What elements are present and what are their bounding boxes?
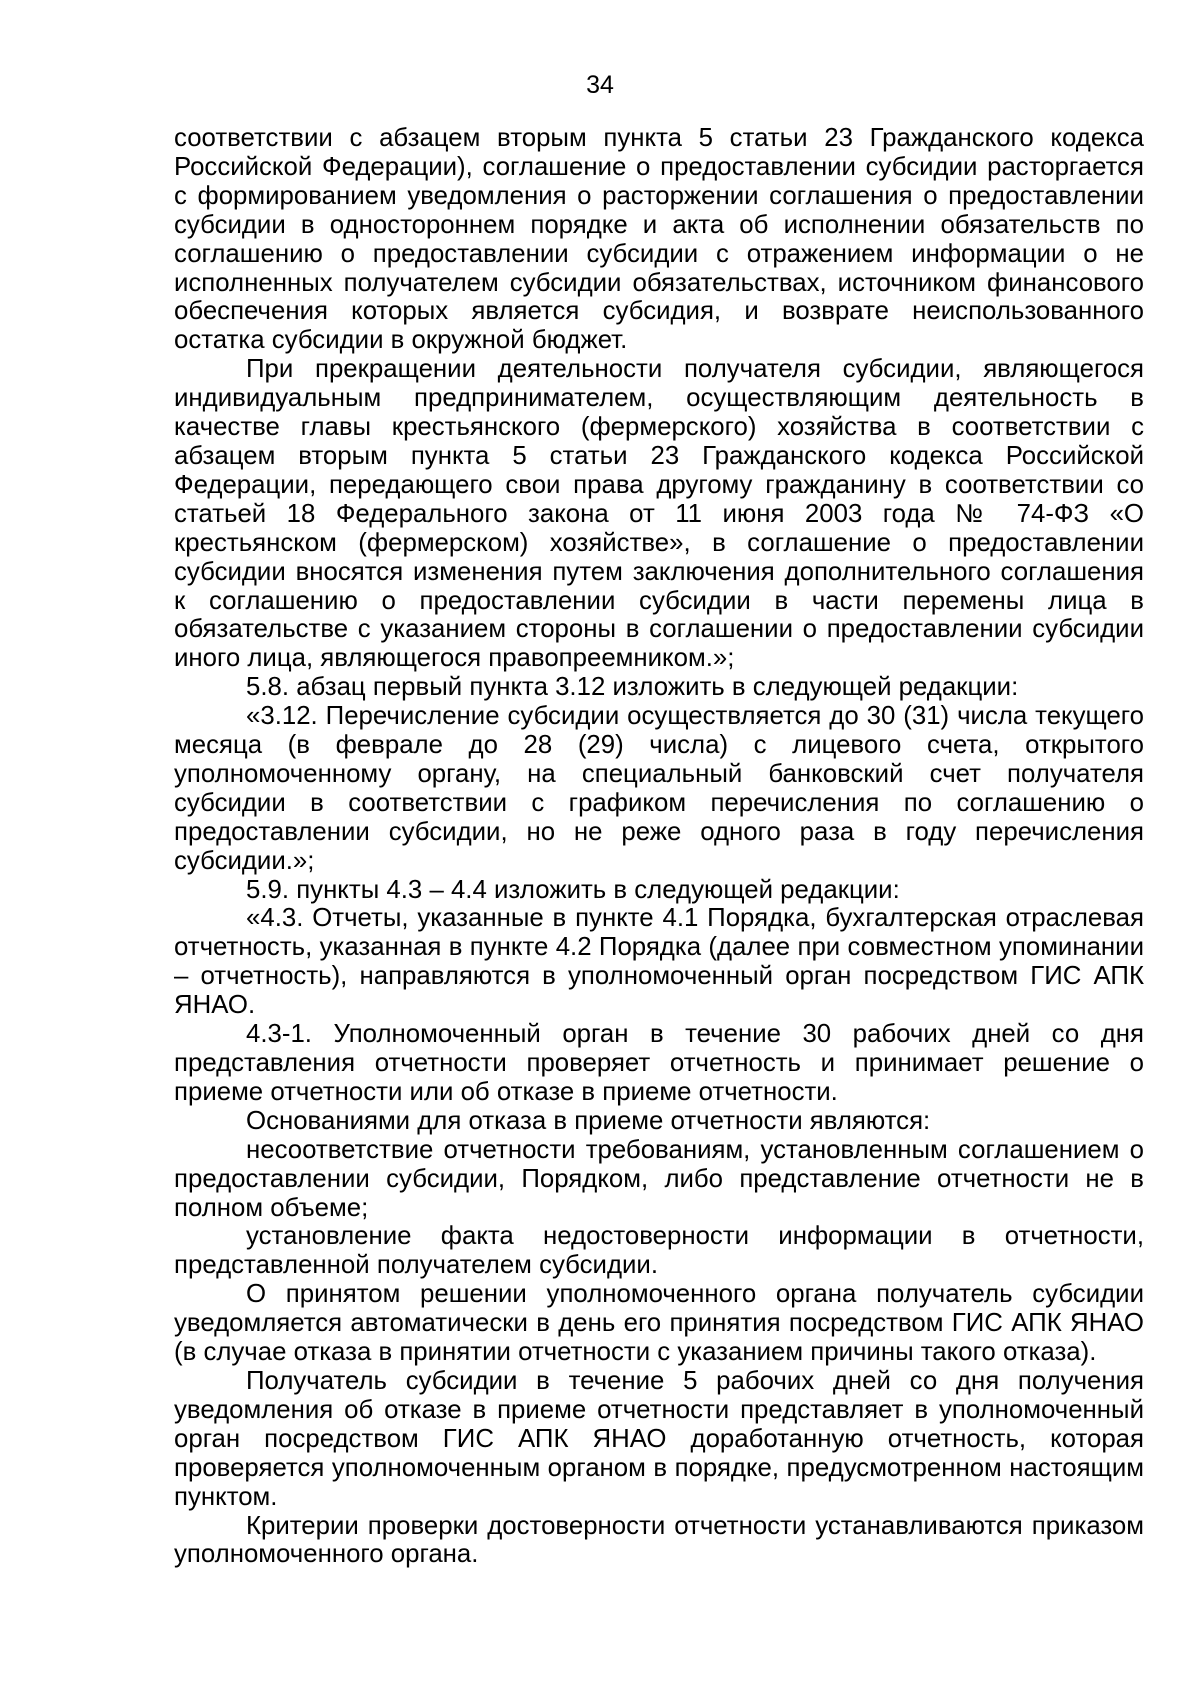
paragraph-clause-4-3-1: 4.3-1. Уполномоченный орган в течение 30 рабочих дней со дня представления отчетности проверяет отчетность и принимает решение о приеме отчетности или об отказе в приеме отчетности. bbox=[174, 1020, 1144, 1106]
paragraph-refusal-grounds: Основаниями для отказа в приеме отчетности являются: bbox=[246, 1106, 931, 1135]
paragraph-criteria: Критерии проверки достоверности отчетности устанавливаются приказом уполномоченного органа. bbox=[174, 1511, 1144, 1569]
paragraph-clause-3-12: «3.12. Перечисление субсидии осуществляется до 30 (31) числа текущего месяца (в феврале до 28 (29) числа) с лицевого счета, открытого уполномоченному органу, на специальный банковский счет получателя субсидии в соответствии с графиком перечисления по соглашению о предоставлении субсидии, но не реже одного раза в году перечисления субсидии.»; bbox=[174, 702, 1144, 875]
page-number: 34 bbox=[586, 71, 614, 99]
paragraph-ground-inaccuracy: установление факта недостоверности информации в отчетности, представленной получателем субсидии. bbox=[174, 1222, 1144, 1280]
paragraph-amendment-5-9: 5.9. пункты 4.3 – 4.4 изложить в следующей редакции: bbox=[246, 875, 900, 904]
paragraph-notification: О принятом решении уполномоченного органа получатель субсидии уведомляется автоматически в день его принятия посредством ГИС АПК ЯНАО (в случае отказа в принятии отчетности с указанием причины такого отказа). bbox=[174, 1280, 1144, 1367]
paragraph-termination-farm: При прекращении деятельности получателя субсидии, являющегося индивидуальным предпринимателем, осуществляющим деятельность в качестве главы крестьянского (фермерского) хозяйства в соответствии с абзацем вторым пункта 5 статьи 23 Гражданского кодекса Российской Федерации, передающего свои права другому гражданину в соответствии со статьей 18 Федерального закона от 11 июня 2003 года № 74-ФЗ «О крестьянском (фермерском) хозяйстве», в соглашение о предоставлении субсидии вносятся изменения путем заключения дополнительного соглашения к соглашению о предоставлении субсидии в части перемены лица в обязательстве с указанием стороны в соглашении о предоставлении субсидии иного лица, являющегося правопреемником.»; bbox=[174, 355, 1144, 673]
paragraph-resubmission: Получатель субсидии в течение 5 рабочих дней со дня получения уведомления об отказе в приеме отчетности представляет в уполномоченный орган посредством ГИС АПК ЯНАО доработанную отчетность, которая проверяется уполномоченным органом в порядке, предусмотренном настоящим пунктом. bbox=[174, 1366, 1144, 1511]
paragraph-ground-noncompliance: несоответствие отчетности требованиям, установленным соглашением о предоставлении субсидии, Порядком, либо представление отчетности не в полном объеме; bbox=[174, 1135, 1144, 1222]
paragraph-clause-4-3: «4.3. Отчеты, указанные в пункте 4.1 Порядка, бухгалтерская отраслевая отчетность, указанная в пункте 4.2 Порядка (далее при совместном упоминании – отчетность), направляются в уполномоченный орган посредством ГИС АПК ЯНАО. bbox=[174, 904, 1144, 1020]
document-body bbox=[174, 124, 1144, 1569]
paragraph-continuation: соответствии с абзацем вторым пункта 5 статьи 23 Гражданского кодекса Российской Федерации), соглашение о предоставлении субсидии расторгается с формированием уведомления о расторжении соглашения о предоставлении субсидии в одностороннем порядке и акта об исполнении обязательств по соглашению о предоставлении субсидии с отражением информации о не исполненных получателем субсидии обязательствах, источником финансового обеспечения которых является субсидия, и возврате неиспользованного остатка субсидии в окружной бюджет. bbox=[174, 124, 1144, 355]
paragraph-amendment-5-8: 5.8. абзац первый пункта 3.12 изложить в следующей редакции: bbox=[246, 673, 1019, 702]
